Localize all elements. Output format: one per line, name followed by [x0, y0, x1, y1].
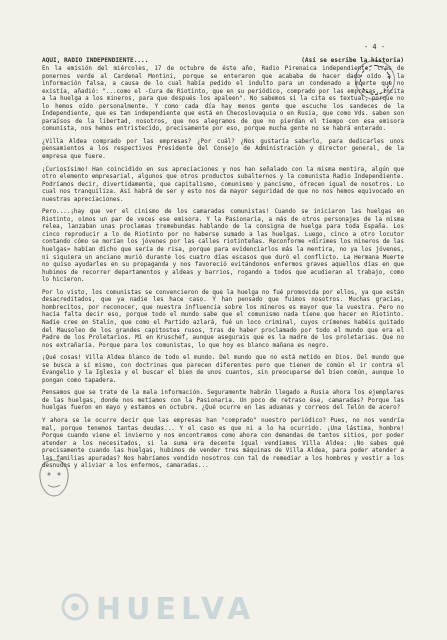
article-heading [42, 57, 404, 64]
paragraph: ¿Villa Aldea comprado por las empresas? ¿Por cuál? ¿Nos gustaría saberlo, para dedicarles unos pensamientos a los respectivos Presidente del Consejo de Administración y director general, de la empresa que fuere. [42, 138, 404, 161]
paragraph: Pero....¡hay que ver el cinismo de los camaradas comunistas! Cuando se iniciaron las huelgas en Riotinto, oímos un par de veces ese emisora. Y la Pasionaria, a más de otros personajes de la misma relea, lanzaban unas proclamas tremebundas hablando de la consigna de huelga para toda España. Los cinco reproducir a lo de Riotinto por no haberse sumado a las huelgas. Luego, cinco a otro locutor contando cómo se morían los jóvenes por las calles riotinteñas. Reconforme «dirimes los mineros de las huelgas» habían dicho que sería de risa, porque para evidenciarlos más la mentira, no ya los jóvenes, ni siquiera un anciano murió durante los cuatro días escasos que duró el conflicto. La Hermana Muerte no quiso ayudarles en su propaganda y nos favoreció evitándonos enfermos graves aquellos días en que hubimos de recorrer departamentos y aldeas y barrios, rogando a todos que acudieran al trabajo, como lo hicieron. [42, 209, 404, 284]
paragraph: ¡Qué cosas! Villa Aldea blanco de todo el mundo. Del mundo que no está metido en Dios. Del mundo que se busca a sí mismo, con doctrinas que parecen diferentes pero que tienen de común el ir contra el Evangelio y la Iglesia y el buscar el bien de unos cuantos, sin preocuparse del bien común, aunque lo pongan como tapadera. [42, 355, 404, 384]
paragraph: Pensamos que se trate de la mala información. Seguramente habrán llegado a Rusia ahora los ejemplares de las huelgas, donde nos metíamos con la Pasionaria. Un poco de retraso ése, camaradas? Porque las huelgas fueron en mayo y estamos en octubre. ¿Qué ocurre en las aduanas y correos del Telón de acero? [42, 390, 404, 412]
watermark-logo-icon [60, 592, 90, 622]
archive-watermark: HUELVA [96, 592, 256, 627]
paragraph: Por lo visto, los comunistas se convencieron de que la huelga no fué promovida por ellos, ya que están desacreditados, que ya nadie les hace caso. Y han pensado que fuimos nosotros. Muchas gracias, hombrecitos, por reconocer, que nuestra influencia sobre los mineros es mayor que la vuestra. Pero no hacía falta decir eso, porque todo el mundo sabe que el comunismo nada tiene que hacer en Riotinto. Nadie cree en Stalin, que como el Partido azlará, fué un loco criminal, cuyos crímenes habéis quitado del Mausoleo de los grandes capitostes rusos, tras de haber proclamado por todo el mundo que era el Padre de los Proletarios. Mí en Kruschef, aunque asegurais que es la madre de los proletarias. Que no nos extrañaría. Porque para los comunistas, lo que hoy es blanco mañana es negro. [42, 289, 404, 349]
page-number: - 4 - [364, 43, 386, 51]
paragraph: En la emisión del miércoles, 17 de octubre de éste año, Radio Pirenaica independiente, tras de ponernos verde al Cardenal Montini, porque se enteraron que acababa de hacer dado oído a la información falsa, a causa de lo cual había pedido el indulto para un condenado a muerte que no existía, añadió: "...como el -Cura de Riotinto, que en su periódico, comprado por las empresas, incita a la huelga a los mineros, para que después los apaleen". No sabemos si la cita es textual, porque no lo hemos oído personalmente. Y como cada día hay menos gente que escuche los sandeces de la Independiente, que es tan independiente que está en Checoslovaquia o en Rusia, que como Vds. saben son paraísos de la libertad, nosotros, que nos alegramos de que no pierdan el tiempo con esa emisora comunista, nos hemos entristecido, precisamente por eso, porque mucha gente no se habrá enterado. [42, 66, 404, 133]
doodle-face-icon [34, 456, 74, 500]
paragraph: ¡Curiosísimo! Han coincidido en sus apreciaciones y nos han señalado con la misma mentira, algún que otro elemento empresarial, algunos que otros productos subalternos y la comunista Radio Independiente. Podríamos decir, divertidamente, que capitalismo, comunismo y pancismo, ofrecen igual de nosotros. Lo cual nos tranquiliza. Así habrá de ser y esto nos da mayor seguridad de que no nos hemos equivocado en nuestras apreciaciones. [42, 166, 404, 203]
heading-left: AQUI, RADIO INDEPENDIENTE.... [42, 57, 149, 64]
heading-right: (Así se escribe la historia) [301, 57, 404, 64]
paragraph: Y ahora se le ocurre decir que las empresas han "comprado" nuestro periódico? Pues, no nos vendría mal, porque tenemos tantas deudas... Y el caso es que ni a lo ha ocurrido. ¡Una lástima, hombre! Porque cuando viene el invierno y nos encontramos como ahora con demandas de tantos sitios, por poder atender a los necesitados, si la suma era decente igual vendíamos Villa Aldea: ¡No sabes qué precisamente cuando las huelgas, hubimos de vender tres máquinas de Villa Aldea, para poder atender a las familias apuradas? Nos habríamos vendido nosotros con tal de remediar a los hombres y vestir a los desnudos y aliviar a los enfermos, camaradas... [42, 417, 404, 470]
article-body [42, 66, 404, 476]
